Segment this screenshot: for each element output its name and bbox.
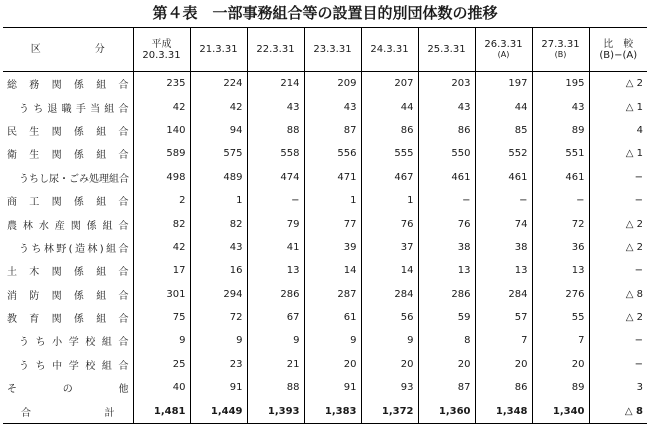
- table-row: [3, 353, 647, 376]
- row-label: うち小学校組合: [19, 337, 129, 349]
- cell-value: 14: [304, 259, 361, 282]
- cell-value: 1,360: [418, 399, 475, 423]
- table-row: [3, 95, 647, 118]
- cell-value: 13: [475, 259, 532, 282]
- cell-value: 44: [475, 95, 532, 118]
- cell-value: 88: [247, 376, 304, 399]
- cell-value: 214: [247, 72, 304, 96]
- cell-value: △ 1: [589, 95, 647, 118]
- cell-value: −: [532, 189, 589, 212]
- cell-value: 61: [304, 306, 361, 329]
- cell-value: 13: [532, 259, 589, 282]
- table-row: [3, 259, 647, 282]
- column-header-date: 26.3.31: [484, 39, 523, 50]
- cell-value: 20: [532, 353, 589, 376]
- cell-value: 91: [304, 376, 361, 399]
- cell-value: 9: [247, 329, 304, 352]
- row-label: うちし尿・ごみ処理組合: [19, 173, 129, 185]
- cell-value: 76: [361, 212, 418, 235]
- row-label: 商工関係組合: [7, 197, 129, 209]
- category-header: [3, 28, 133, 72]
- cell-value: 551: [532, 142, 589, 165]
- cell-value: 197: [475, 72, 532, 96]
- cell-value: 575: [190, 142, 247, 165]
- cell-value: 37: [361, 236, 418, 259]
- row-label: 農林水産関係組合: [7, 220, 129, 232]
- header-row: [3, 28, 647, 72]
- cell-value: 209: [304, 72, 361, 96]
- cell-value: 42: [190, 95, 247, 118]
- cell-value: 67: [247, 306, 304, 329]
- cell-value: 42: [133, 236, 190, 259]
- cell-value: 195: [532, 72, 589, 96]
- cell-value: 86: [475, 376, 532, 399]
- cell-value: △ 2: [589, 212, 647, 235]
- total-row: [3, 399, 647, 423]
- cell-value: 461: [418, 166, 475, 189]
- cell-value: 3: [589, 376, 647, 399]
- cell-value: 25: [133, 353, 190, 376]
- column-header-date: (B)−(A): [599, 49, 638, 61]
- cell-value: 75: [133, 306, 190, 329]
- cell-value: 36: [532, 236, 589, 259]
- cell-value: 2: [133, 189, 190, 212]
- cell-value: 23: [190, 353, 247, 376]
- cell-value: 89: [532, 376, 589, 399]
- row-label: その他: [7, 384, 129, 396]
- cell-value: 76: [418, 212, 475, 235]
- column-header: [190, 28, 247, 72]
- cell-value: △ 8: [589, 399, 647, 423]
- cell-value: 39: [304, 236, 361, 259]
- table-title: 第４表 一部事務組合等の設置目的別団体数の推移: [152, 4, 498, 22]
- cell-value: 74: [475, 212, 532, 235]
- cell-value: 21: [247, 353, 304, 376]
- category-header-label: 区 分: [30, 44, 127, 55]
- cell-value: 43: [532, 95, 589, 118]
- cell-value: 7: [532, 329, 589, 352]
- cell-value: 461: [532, 166, 589, 189]
- column-header: [418, 28, 475, 72]
- column-header: [475, 28, 532, 72]
- cell-value: 1,348: [475, 399, 532, 423]
- row-label: 消防関係組合: [7, 290, 129, 302]
- cell-value: 294: [190, 283, 247, 306]
- column-header-date: 25.3.31: [427, 44, 466, 55]
- cell-value: 207: [361, 72, 418, 96]
- cell-value: 38: [418, 236, 475, 259]
- cell-value: 301: [133, 283, 190, 306]
- cell-value: 140: [133, 119, 190, 142]
- cell-value: 1: [190, 189, 247, 212]
- cell-value: △ 8: [589, 283, 647, 306]
- cell-value: 43: [247, 95, 304, 118]
- cell-value: 13: [418, 259, 475, 282]
- cell-value: 555: [361, 142, 418, 165]
- cell-value: 86: [418, 119, 475, 142]
- cell-value: 589: [133, 142, 190, 165]
- row-label: うち林野(造林)組合: [19, 243, 129, 255]
- cell-value: 72: [532, 212, 589, 235]
- cell-value: 1: [304, 189, 361, 212]
- cell-value: 556: [304, 142, 361, 165]
- cell-value: 9: [133, 329, 190, 352]
- cell-value: 88: [247, 119, 304, 142]
- cell-value: −: [247, 189, 304, 212]
- cell-value: 552: [475, 142, 532, 165]
- row-label: うち中学校組合: [19, 360, 129, 372]
- column-header-date: 22.3.31: [256, 44, 295, 55]
- table-row: [3, 376, 647, 399]
- cell-value: 235: [133, 72, 190, 96]
- cell-value: 284: [475, 283, 532, 306]
- column-header-date: 20.3.31: [142, 49, 181, 61]
- cell-value: 467: [361, 166, 418, 189]
- cell-value: 14: [361, 259, 418, 282]
- cell-value: △ 2: [589, 72, 647, 96]
- cell-value: 284: [361, 283, 418, 306]
- column-header-date: 21.3.31: [199, 44, 238, 55]
- data-table: [3, 27, 647, 424]
- cell-value: 489: [190, 166, 247, 189]
- cell-value: 87: [304, 119, 361, 142]
- cell-value: 82: [190, 212, 247, 235]
- row-label: 総務関係組合: [7, 80, 129, 92]
- cell-value: 1,393: [247, 399, 304, 423]
- cell-value: 1,449: [190, 399, 247, 423]
- cell-value: 94: [190, 119, 247, 142]
- column-header: [589, 28, 647, 72]
- cell-value: 474: [247, 166, 304, 189]
- cell-value: 93: [361, 376, 418, 399]
- cell-value: 7: [475, 329, 532, 352]
- cell-value: −: [418, 189, 475, 212]
- cell-value: △ 2: [589, 306, 647, 329]
- table-body: [3, 72, 647, 424]
- table-row: [3, 306, 647, 329]
- cell-value: 1,372: [361, 399, 418, 423]
- table-row: [3, 283, 647, 306]
- cell-value: 203: [418, 72, 475, 96]
- cell-value: 55: [532, 306, 589, 329]
- cell-value: 461: [475, 166, 532, 189]
- row-label: 民生関係組合: [7, 126, 129, 138]
- cell-value: 550: [418, 142, 475, 165]
- cell-value: 20: [418, 353, 475, 376]
- cell-value: 9: [361, 329, 418, 352]
- column-header-line1: 平成: [151, 38, 172, 50]
- cell-value: 43: [418, 95, 475, 118]
- cell-value: 89: [532, 119, 589, 142]
- cell-value: 85: [475, 119, 532, 142]
- table-row: [3, 329, 647, 352]
- row-label: 教育関係組合: [7, 314, 129, 326]
- cell-value: −: [589, 166, 647, 189]
- cell-value: 38: [475, 236, 532, 259]
- cell-value: 44: [361, 95, 418, 118]
- cell-value: 286: [418, 283, 475, 306]
- cell-value: 41: [247, 236, 304, 259]
- cell-value: 20: [475, 353, 532, 376]
- cell-value: △ 2: [589, 236, 647, 259]
- column-header: [133, 28, 190, 72]
- cell-value: 20: [304, 353, 361, 376]
- cell-value: 17: [133, 259, 190, 282]
- table-row: [3, 72, 647, 96]
- column-header: [361, 28, 418, 72]
- column-header-date: 24.3.31: [370, 44, 409, 55]
- cell-value: 82: [133, 212, 190, 235]
- cell-value: 20: [361, 353, 418, 376]
- cell-value: 558: [247, 142, 304, 165]
- table-row: [3, 212, 647, 235]
- table-row: [3, 166, 647, 189]
- cell-value: 13: [247, 259, 304, 282]
- cell-value: 498: [133, 166, 190, 189]
- cell-value: 86: [361, 119, 418, 142]
- cell-value: △ 1: [589, 142, 647, 165]
- column-header-date: 27.3.31: [541, 39, 580, 50]
- row-label: 衛生関係組合: [7, 150, 129, 162]
- cell-value: 40: [133, 376, 190, 399]
- cell-value: 1,481: [133, 399, 190, 423]
- row-label: 合計: [3, 399, 133, 423]
- table-row: [3, 142, 647, 165]
- cell-value: 56: [361, 306, 418, 329]
- cell-value: 59: [418, 306, 475, 329]
- cell-value: 8: [418, 329, 475, 352]
- cell-value: −: [589, 329, 647, 352]
- cell-value: 1: [361, 189, 418, 212]
- column-header: [532, 28, 589, 72]
- column-header-date: 23.3.31: [313, 44, 352, 55]
- cell-value: 43: [190, 236, 247, 259]
- cell-value: 79: [247, 212, 304, 235]
- table-row: [3, 236, 647, 259]
- cell-value: 9: [190, 329, 247, 352]
- cell-value: 276: [532, 283, 589, 306]
- row-label: 土木関係組合: [7, 267, 129, 279]
- cell-value: 42: [133, 95, 190, 118]
- cell-value: 287: [304, 283, 361, 306]
- column-header-line1: 比 較: [603, 38, 634, 50]
- cell-value: 1,383: [304, 399, 361, 423]
- cell-value: 91: [190, 376, 247, 399]
- column-header-marker: (A): [497, 50, 510, 59]
- cell-value: 77: [304, 212, 361, 235]
- cell-value: 9: [304, 329, 361, 352]
- cell-value: −: [589, 189, 647, 212]
- table-row: [3, 119, 647, 142]
- column-header: [304, 28, 361, 72]
- cell-value: 43: [304, 95, 361, 118]
- table-row: [3, 189, 647, 212]
- cell-value: 57: [475, 306, 532, 329]
- cell-value: 224: [190, 72, 247, 96]
- column-header-marker: (B): [554, 50, 567, 59]
- cell-value: 87: [418, 376, 475, 399]
- cell-value: −: [589, 353, 647, 376]
- cell-value: 16: [190, 259, 247, 282]
- cell-value: 286: [247, 283, 304, 306]
- cell-value: −: [589, 259, 647, 282]
- cell-value: −: [475, 189, 532, 212]
- table-header: [3, 28, 647, 72]
- cell-value: 1,340: [532, 399, 589, 423]
- cell-value: 471: [304, 166, 361, 189]
- column-header: [247, 28, 304, 72]
- cell-value: 4: [589, 119, 647, 142]
- row-label: うち退職手当組合: [19, 103, 129, 115]
- cell-value: 72: [190, 306, 247, 329]
